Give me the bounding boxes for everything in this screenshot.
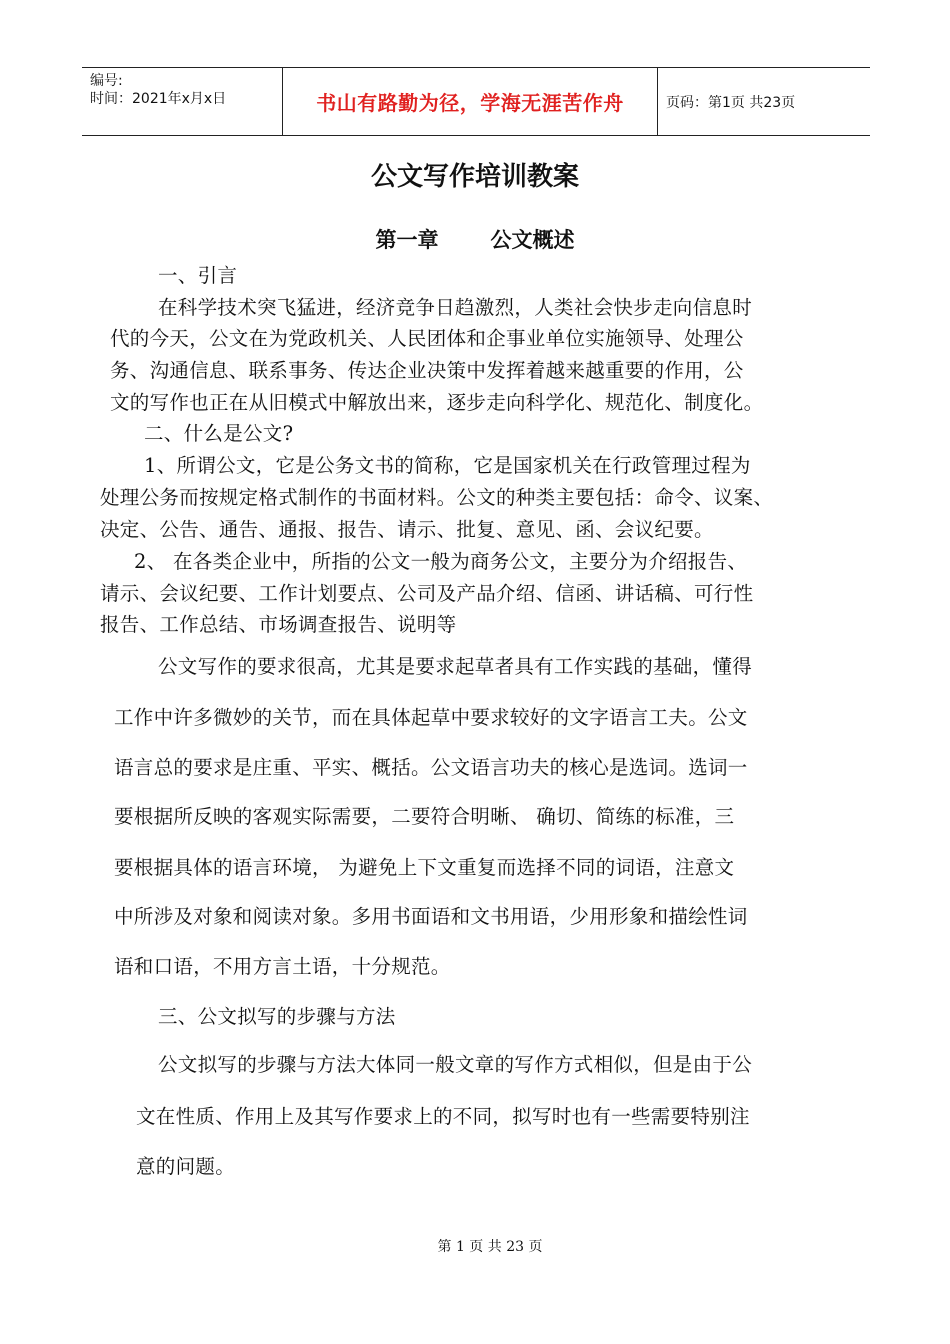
paragraph-line: 公文拟写的步骤与方法大体同一般文章的写作方式相似，但是由于公 bbox=[158, 1053, 753, 1076]
document-title: 公文写作培训教案 bbox=[370, 162, 579, 192]
header-page-info: 页码：第1页 共23页 bbox=[666, 94, 796, 111]
chapter-name: 公文概述 bbox=[490, 228, 575, 252]
paragraph-line: 报告、工作总结、市场调查报告、说明等 bbox=[100, 613, 457, 636]
section-heading: 一、引言 bbox=[158, 264, 238, 287]
page-header bbox=[82, 67, 870, 136]
section-heading: 二、什么是公文? bbox=[144, 422, 294, 445]
header-motto: 书山有路勤为径，学海无涯苦作舟 bbox=[316, 91, 624, 115]
chapter-number: 第一章 bbox=[375, 228, 439, 252]
paragraph-line: 请示、会议纪要、工作计划要点、公司及产品介绍、信函、讲话稿、可行性 bbox=[100, 582, 754, 605]
paragraph-line: 在科学技术突飞猛进，经济竞争日趋激烈，人类社会快步走向信息时 bbox=[158, 296, 753, 319]
time-label: 时间：2021年x月x日 bbox=[90, 91, 227, 107]
paragraph-line: 文的写作也正在从旧模式中解放出来，逐步走向科学化、规范化、制度化。 bbox=[110, 391, 764, 414]
paragraph-line: 语言总的要求是庄重、平实、概括。公文语言功夫的核心是选词。选词一 bbox=[114, 756, 748, 779]
paragraph-line: 工作中许多微妙的关节，而在具体起草中要求较好的文字语言工夫。公文 bbox=[114, 706, 748, 729]
paragraph-line: 代的今天，公文在为党政机关、人民团体和企事业单位实施领导、处理公 bbox=[110, 327, 744, 350]
paragraph-line: 1、所谓公文，它是公务文书的简称，它是国家机关在行政管理过程为 bbox=[144, 454, 751, 477]
number-label: 编号: bbox=[90, 73, 123, 89]
paragraph-line: 意的问题。 bbox=[136, 1155, 236, 1178]
paragraph-line: 处理公务而按规定格式制作的书面材料。公文的种类主要包括：命令、议案、 bbox=[100, 486, 774, 509]
paragraph-line: 务、沟通信息、联系事务、传达企业决策中发挥着越来越重要的作用，公 bbox=[110, 359, 744, 382]
paragraph-line: 要根据所反映的客观实际需要，二要符合明晰、 确切、简练的标准，三 bbox=[114, 805, 735, 828]
section-heading: 三、公文拟写的步骤与方法 bbox=[158, 1005, 396, 1028]
paragraph-line: 公文写作的要求很高，尤其是要求起草者具有工作实践的基础，懂得 bbox=[158, 655, 753, 678]
paragraph-line: 文在性质、作用上及其写作要求上的不同，拟写时也有一些需要特别注 bbox=[136, 1105, 750, 1128]
header-divider bbox=[657, 68, 658, 135]
header-meta bbox=[82, 68, 282, 135]
paragraph-line: 要根据具体的语言环境， 为避免上下文重复而选择不同的词语，注意文 bbox=[114, 856, 735, 879]
paragraph-line: 决定、公告、通告、通报、报告、请示、批复、意见、函、会议纪要。 bbox=[100, 518, 714, 541]
page-footer: 第 1 页 共 23 页 bbox=[437, 1239, 543, 1255]
paragraph-line: 中所涉及对象和阅读对象。多用书面语和文书用语，少用形象和描绘性词 bbox=[114, 905, 748, 928]
chapter-heading bbox=[0, 224, 950, 254]
paragraph-line: 语和口语，不用方言土语，十分规范。 bbox=[114, 955, 451, 978]
paragraph-line: 2、 在各类企业中，所指的公文一般为商务公文，主要分为介绍报告、 bbox=[134, 550, 748, 573]
